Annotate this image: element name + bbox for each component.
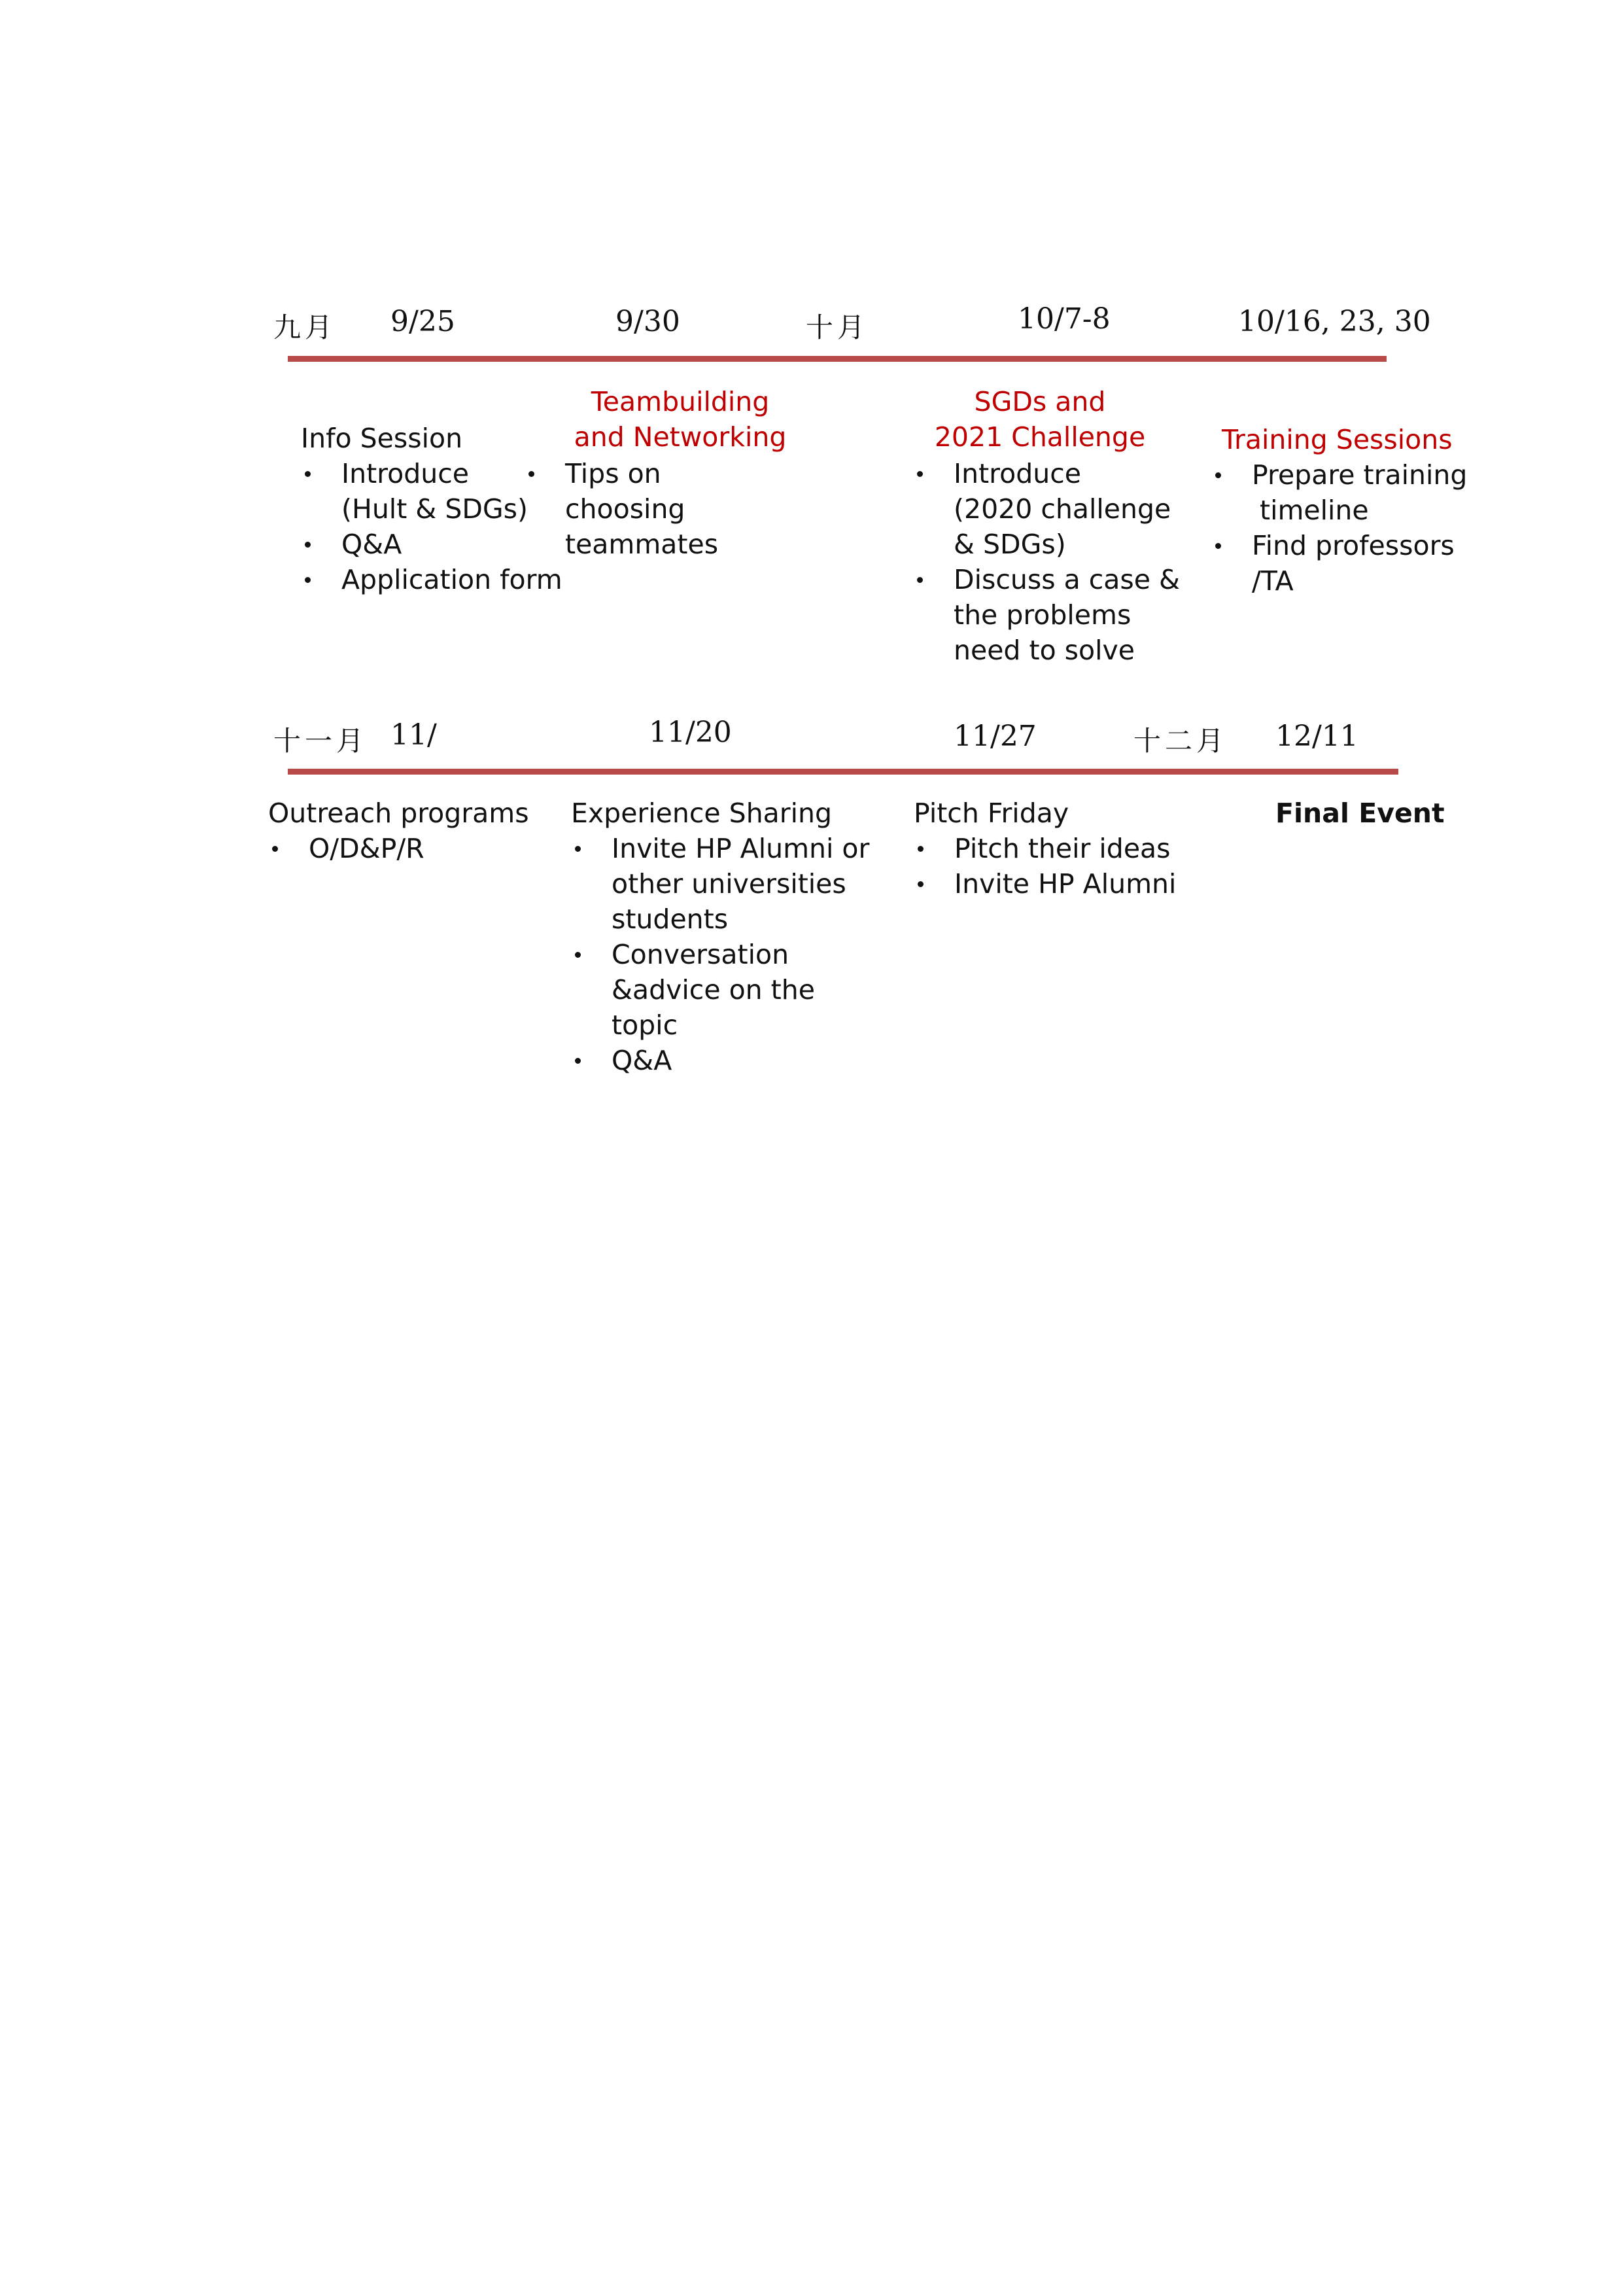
pitch-list <box>914 831 1201 902</box>
training-list-block <box>1211 457 1499 599</box>
month-october: 十月 <box>806 311 869 343</box>
date-10-7-8: 10/7-8 <box>1018 302 1111 336</box>
list-item: Find professors /TA <box>1211 528 1499 599</box>
list-item: Pitch their ideas <box>914 831 1201 866</box>
month-december: 十二月 <box>1133 725 1228 757</box>
sdgs-title-line1: SGDs and <box>974 386 1106 417</box>
sdgs-list-block <box>913 456 1188 668</box>
list-item: Introduce (2020 challenge & SDGs) <box>913 456 1188 562</box>
experience-list <box>571 831 885 1078</box>
teambuilding-list <box>525 456 825 562</box>
date-9-30: 9/30 <box>615 305 680 338</box>
date-12-11: 12/11 <box>1275 720 1358 753</box>
teambuilding-title-line2: and Networking <box>574 421 787 453</box>
timeline-rule-top <box>288 356 1387 362</box>
sdgs-title-line2: 2021 Challenge <box>934 421 1146 453</box>
date-9-25: 9/25 <box>390 305 455 338</box>
list-item: O/D&P/R <box>268 831 556 866</box>
training-block <box>1222 422 1496 457</box>
teambuilding-list-block <box>525 456 825 562</box>
experience-block <box>571 796 885 1078</box>
sdgs-title-block <box>916 384 1164 455</box>
outreach-title: Outreach programs <box>268 797 529 829</box>
sdgs-list <box>913 456 1188 668</box>
timeline-rule-bottom <box>288 769 1398 775</box>
date-11: 11/ <box>390 718 437 752</box>
list-item: Invite HP Alumni or other universities students <box>571 831 885 937</box>
list-item: Introduce (Hult & SDGs) <box>301 456 576 527</box>
date-training: 10/16, 23, 30 <box>1238 305 1431 338</box>
teambuilding-title-block <box>549 384 811 455</box>
info-session-title: Info Session <box>301 423 463 454</box>
teambuilding-title-line1: Teambuilding <box>591 386 770 417</box>
list-item: Prepare training timeline <box>1211 457 1499 528</box>
date-11-20: 11/20 <box>649 716 732 749</box>
month-september: 九月 <box>273 311 337 343</box>
list-item: Q&A <box>571 1043 885 1078</box>
date-11-27: 11/27 <box>954 720 1037 753</box>
list-item: Invite HP Alumni <box>914 866 1201 902</box>
outreach-block <box>268 796 556 866</box>
outreach-list <box>268 831 556 866</box>
list-item: Discuss a case & the problems need to solve <box>913 562 1188 668</box>
training-list <box>1211 457 1499 599</box>
list-item: Application form <box>301 562 576 597</box>
experience-title: Experience Sharing <box>571 797 833 829</box>
list-item: Tips on choosing teammates <box>525 456 825 562</box>
list-item: Q&A <box>301 527 576 562</box>
final-event-block <box>1275 796 1472 831</box>
list-item: Conversation &advice on the topic <box>571 937 885 1043</box>
month-november: 十一月 <box>273 725 368 757</box>
pitch-block <box>914 796 1201 902</box>
pitch-title: Pitch Friday <box>914 797 1069 829</box>
training-title: Training Sessions <box>1222 424 1453 455</box>
final-event-title: Final Event <box>1275 797 1445 829</box>
